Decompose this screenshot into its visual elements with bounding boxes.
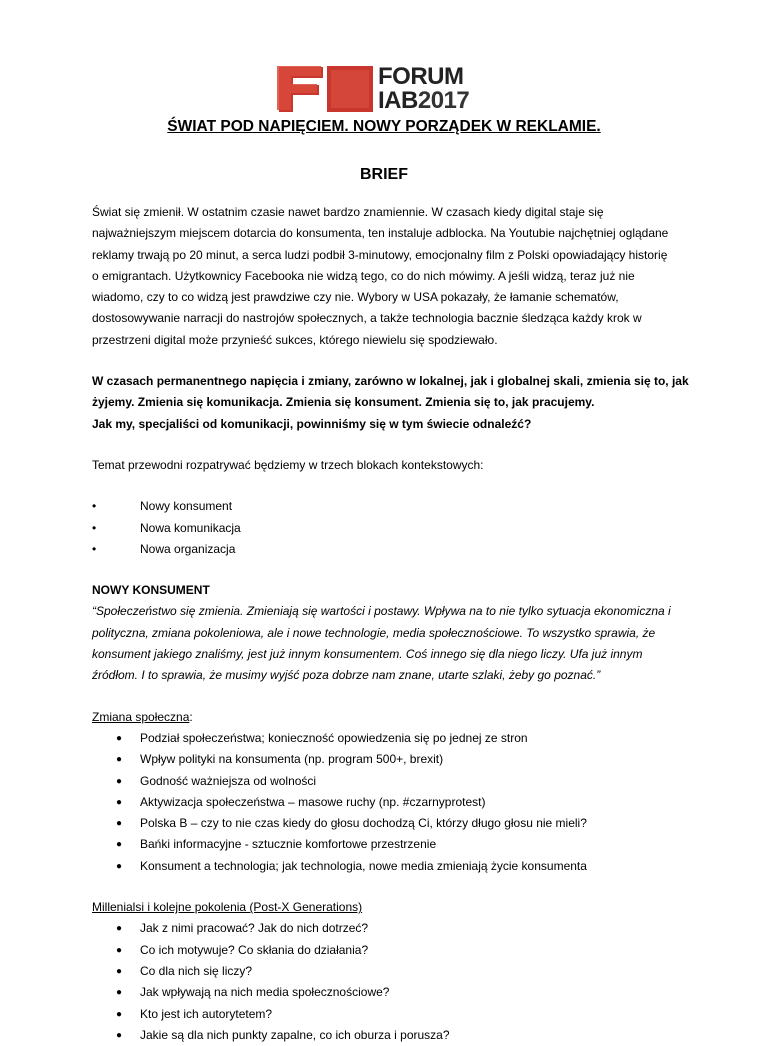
intro-line: reklamy trwają po 20 minut, a serca ludzi podbił 3-minutowy, emocjonalny film z Polski opowiadający historię — [92, 247, 668, 262]
section-heading-nowy-konsument: NOWY KONSUMENT — [92, 583, 210, 598]
quote-line: konsument jakiego znaliśmy, jest już innym konsumentem. Coś innego się dla niego liczy. Ufa już innym — [92, 647, 643, 662]
intro-line: dostosowywanie narracji do nastrojów społecznych, a także technologia bacznie śledząca każdy krok w — [92, 311, 642, 326]
list-item: ● Co dla nich się liczy? — [92, 961, 692, 982]
list-item: ● Polska B – czy to nie czas kiedy do głosu dochodzą Ci, którzy długo głosu nie mieli? — [92, 813, 692, 834]
bold-line: Jak my, specjaliści od komunikacji, powinniśmy się w tym świecie odnaleźć? — [92, 416, 532, 431]
list-item: ● Co ich motywuje? Co skłania do działania? — [92, 940, 692, 961]
millennials-list — [92, 918, 692, 1046]
key-question-paragraph — [92, 371, 692, 435]
list-item: ● Wpływ polityki na konsumenta (np. program 500+, brexit) — [92, 749, 692, 770]
list-item: ● Jak wpływają na nich media społecznościowe? — [92, 982, 692, 1003]
subheading-zmiana-spoleczna: Zmiana społeczna: — [92, 709, 193, 724]
intro-line: najważniejszym miejscem dotarcia do konsumenta, ten instaluje adblocka. Na Youtubie najchętniej oglądane — [92, 226, 669, 241]
forum-iab-logo — [275, 63, 493, 114]
list-item: ● Kto jest ich autorytetem? — [92, 1004, 692, 1025]
list-item: ● Konsument a technologia; jak technologia, nowe media zmieniają życie konsumenta — [92, 856, 692, 877]
list-item: ● Godność ważniejsza od wolności — [92, 771, 692, 792]
intro-line: wiadomo, czy to co widzą jest prawdziwe czy nie. Wybory w USA pokazały, że łamanie schematów, — [92, 290, 619, 305]
logo-word-iab: IAB2017 — [378, 87, 470, 114]
blocks-list — [92, 496, 692, 560]
intro-paragraph — [92, 202, 692, 351]
list-item: ● Bańki informacyjne - sztucznie komfortowe przestrzenie — [92, 834, 692, 855]
section-quote — [92, 601, 692, 686]
list-item: ● Aktywizacja społeczeństwa – masowe ruchy (np. #czarnyprotest) — [92, 792, 692, 813]
list-item: ● Jak z nimi pracować? Jak do nich dotrzeć? — [92, 918, 692, 939]
intro-line: przestrzeni digital może przynieść sukces, którego niewielu się spodziewało. — [92, 332, 498, 347]
list-item: ● Jakie są dla nich punkty zapalne, co ich oburza i porusza? — [92, 1025, 692, 1046]
quote-line: polityczna, zmiana pokoleniowa, ale i nowe technologie, media społecznościowe. To wszystko sprawia, że — [92, 625, 656, 640]
subheading-millenialsi: Millenialsi i kolejne pokolenia (Post-X Generations) — [92, 900, 363, 915]
quote-line: “Społeczeństwo się zmienia. Zmieniają się wartości i postawy. Wpływa na to nie tylko sytuacja ekonomiczna i — [92, 604, 671, 619]
list-item: • Nowa komunikacja — [92, 518, 692, 539]
document-title: ŚWIAT POD NAPIĘCIEM. NOWY PORZĄDEK W REKLAMIE. — [167, 118, 601, 135]
list-item: ● Podział społeczeństwa; konieczność opowiedzenia się po jednej ze stron — [92, 728, 692, 749]
blocks-intro: Temat przewodni rozpatrywać będziemy w trzech blokach kontekstowych: — [92, 457, 484, 472]
social-change-list — [92, 728, 692, 877]
bold-line: W czasach permanentnego napięcia i zmiany, zarówno w lokalnej, jak i globalnej skali, zmienia się to, jak — [92, 374, 689, 389]
list-item: • Nowy konsument — [92, 496, 692, 517]
intro-line: o emigrantach. Użytkownicy Facebooka nie widzą tego, co do nich mówimy. A jeśli widzą, teraz już nie — [92, 268, 635, 283]
brief-heading: BRIEF — [360, 166, 408, 183]
quote-line: źródłom. I to sprawia, że musimy wyjść poza dobrze nam znane, utarte szlaki, żeby go poznać.” — [92, 668, 601, 683]
bold-line: żyjemy. Zmienia się komunikacja. Zmienia się konsument. Zmienia się to, jak pracujemy. — [92, 395, 595, 410]
document-body — [92, 202, 692, 1046]
logo-mark-icon — [275, 66, 375, 113]
logo-word-forum: FORUM — [378, 63, 464, 90]
intro-line: Świat się zmienił. W ostatnim czasie nawet bardzo znamiennie. W czasach kiedy digital staje się — [92, 205, 604, 219]
list-item: • Nowa organizacja — [92, 539, 692, 560]
